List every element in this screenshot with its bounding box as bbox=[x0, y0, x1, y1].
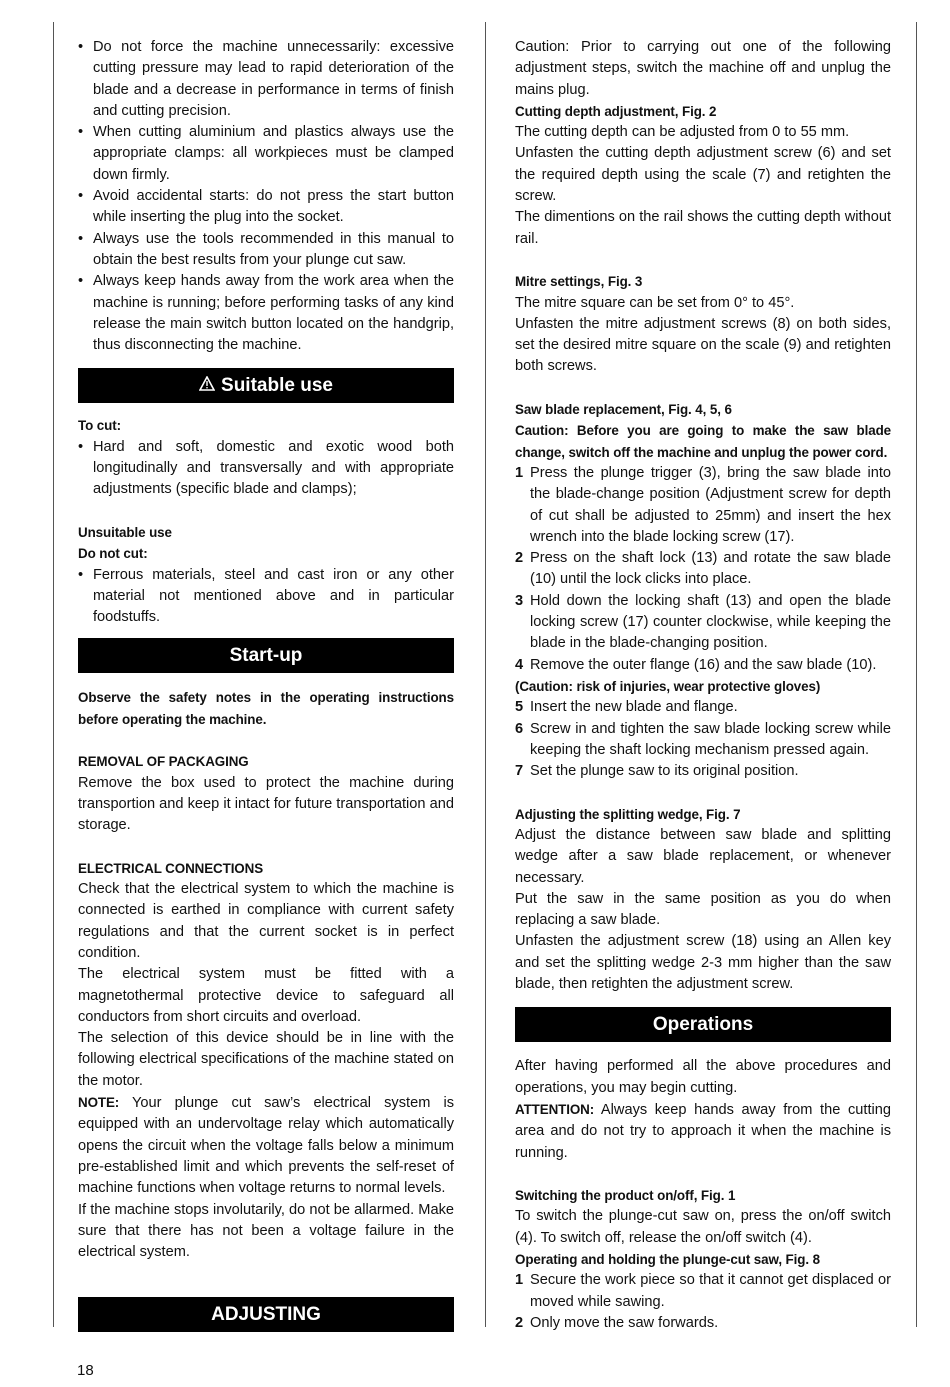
wedge-paragraph: Adjust the distance between saw blade and splitting wedge after a saw blade replacement, or whenever necessary. bbox=[515, 826, 891, 886]
holding-heading: Operating and holding the plunge-cut saw, Fig. 8 bbox=[515, 1252, 820, 1268]
depth-paragraph: Unfasten the cutting depth adjustment screw (6) and set the required depth using the scale (7) and retighten the screw. bbox=[515, 145, 891, 205]
depth-paragraph: The cutting depth can be adjusted from 0 to 55 mm. bbox=[515, 124, 850, 141]
list-item: • Always use the tools recommended in this manual to obtain the best results from your plunge cut saw. bbox=[78, 230, 454, 268]
left-column bbox=[78, 37, 454, 1340]
electrical-paragraph: Check that the electrical system to which the machine is connected is earthed in compliance with current safety regulations and that the current socket is in perfect condition. bbox=[78, 881, 454, 961]
caution-intro: Caution: Prior to carrying out one of the following adjustment steps, switch the machine off and unplug the mains plug. bbox=[515, 39, 891, 98]
unsuitable-use-label: Unsuitable use bbox=[78, 524, 172, 540]
list-item: 3 Hold down the locking shaft (13) and open the blade locking screw (17) counter clockwise, while keeping the blade in the blade-changing position. bbox=[515, 592, 891, 652]
page-number: 18 bbox=[77, 1362, 94, 1379]
electrical-heading: ELECTRICAL CONNECTIONS bbox=[78, 860, 264, 876]
blade-heading: Saw blade replacement, Fig. 4, 5, 6 bbox=[515, 402, 732, 418]
electrical-paragraph: The selection of this device should be in line with the following electrical specifications of the machine stated on the motor. bbox=[78, 1030, 454, 1089]
mitre-paragraph: The mitre square can be set from 0° to 45°. bbox=[515, 294, 795, 311]
list-item: 2 Press on the shaft lock (13) and rotate the saw blade (10) until the lock clicks into place. bbox=[515, 550, 891, 588]
note-paragraph: NOTE: Your plunge cut saw’s electrical system is equipped with an undervoltage relay which automatically opens the circuit when the voltage falls below a minimum pre-established limit and which prevents the self-reset of machine functions when voltage returns to normal levels. bbox=[78, 1095, 454, 1197]
do-not-cut-label: Do not cut: bbox=[78, 546, 148, 562]
list-item: • Do not force the machine unnecessarily: excessive cutting pressure may lead to rapid deterioration of the blade and a decrease in performance in terms of finish and cutting precision. bbox=[78, 39, 454, 119]
list-item: • Hard and soft, domestic and exotic wood both longitudinally and transversally and with appropriate adjustments (specific blade and clamps); bbox=[78, 438, 454, 498]
list-item: 7 Set the plunge saw to its original position. bbox=[515, 763, 799, 780]
list-item: 1 Press the plunge trigger (3), bring the saw blade into the blade-change position (Adjustment screw for depth of cut shall be adjusted to 25mm) and insert the hex wrench into the blade locking screw (17). bbox=[515, 464, 891, 545]
switch-heading: Switching the product on/off, Fig. 1 bbox=[515, 1188, 736, 1204]
removal-text: Remove the box used to protect the machine during transportion and keep it intact for future transportation and storage. bbox=[78, 774, 454, 834]
list-item: • Ferrous materials, steel and cast iron or any other material not mentioned above and in particular foodstuffs. bbox=[78, 566, 454, 626]
list-item: 6 Screw in and tighten the saw blade locking screw while keeping the shaft locking mechanism pressed again. bbox=[515, 720, 891, 758]
blade-steps-list bbox=[515, 463, 891, 782]
startup-note: Observe the safety notes in the operating instructions before operating the machine. bbox=[78, 690, 454, 727]
wedge-paragraph: Put the saw in the same position as you do when replacing a saw blade. bbox=[515, 890, 891, 929]
to-cut-label: To cut: bbox=[78, 418, 121, 434]
removal-heading: REMOVAL OF PACKAGING bbox=[78, 754, 249, 770]
list-item: 4 Remove the outer flange (16) and the saw blade (10). bbox=[515, 656, 877, 673]
attention-label: ATTENTION: bbox=[515, 1101, 595, 1117]
electrical-paragraph: If the machine stops involutarily, do not be allarmed. Make sure that there has not been a voltage failure in the electrical system. bbox=[78, 1201, 454, 1261]
operations-paragraph: After having performed all the above procedures and operations, you may begin cutting. bbox=[515, 1058, 891, 1096]
list-item: • Always keep hands away from the work area when the machine is running; before performing tasks of any kind release the main switch button located on the handgrip, thus disconnecting the machine. bbox=[78, 273, 454, 354]
left-border-rule bbox=[53, 22, 54, 1327]
depth-paragraph: The dimentions on the rail shows the cutting depth without rail. bbox=[515, 209, 891, 247]
gloves-caution: (Caution: risk of injuries, wear protective gloves) bbox=[515, 678, 821, 694]
blade-caution: Caution: Before you are going to make the saw blade change, switch off the machine and unplug the power cord. bbox=[515, 423, 891, 460]
right-column bbox=[515, 37, 891, 1334]
list-item: 2 Only move the saw forwards. bbox=[515, 1314, 719, 1331]
list-item: • When cutting aluminium and plastics always use the appropriate clamps: all workpieces must be clamped down firmly. bbox=[78, 124, 454, 183]
start-up-header: Start-up bbox=[78, 638, 454, 673]
wedge-heading: Adjusting the splitting wedge, Fig. 7 bbox=[515, 806, 741, 822]
warning-triangle-icon bbox=[199, 368, 215, 403]
electrical-paragraph: The electrical system must be fitted with a magnetothermal protective device to safeguard all conductors from short circuits and overload. bbox=[78, 966, 454, 1025]
center-column-rule bbox=[485, 22, 486, 1327]
attention-paragraph: ATTENTION: Always keep hands away from the cutting area and do not try to approach it when the machine is running. bbox=[515, 1101, 891, 1161]
wedge-paragraph: Unfasten the adjustment screw (18) using an Allen key and set the splitting wedge 2-3 mm higher than the saw blade, then retighten the adjustment screw. bbox=[515, 933, 891, 993]
list-item: 5 Insert the new blade and flange. bbox=[515, 699, 738, 716]
mitre-heading: Mitre settings, Fig. 3 bbox=[515, 274, 643, 290]
safety-bullet-list bbox=[78, 37, 454, 356]
suitable-use-header: Suitable use bbox=[78, 368, 454, 403]
list-item: • Avoid accidental starts: do not press the start button while inserting the plug into the socket. bbox=[78, 188, 454, 226]
switch-paragraph: To switch the plunge-cut saw on, press the on/off switch (4). To switch off, release the on/off switch (4). bbox=[515, 1208, 891, 1246]
note-label: NOTE: bbox=[78, 1095, 120, 1111]
right-border-rule bbox=[916, 22, 917, 1327]
list-item: 1 Secure the work piece so that it cannot get displaced or moved while sawing. bbox=[515, 1272, 891, 1310]
depth-heading: Cutting depth adjustment, Fig. 2 bbox=[515, 103, 717, 119]
operations-header: Operations bbox=[515, 1007, 891, 1042]
mitre-paragraph: Unfasten the mitre adjustment screws (8) on both sides, set the desired mitre square on the scale (9) and retighten both screws. bbox=[515, 315, 891, 375]
adjusting-header: ADJUSTING bbox=[78, 1297, 454, 1332]
